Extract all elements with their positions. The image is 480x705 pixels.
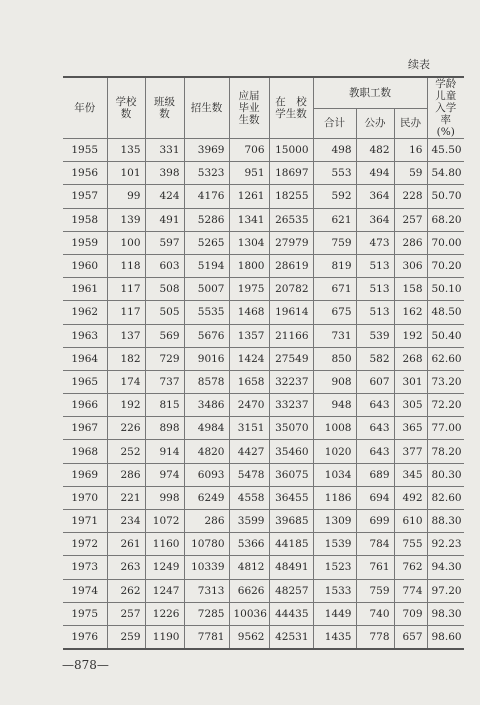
table-cell: 482 (356, 139, 394, 162)
table-cell: 32237 (269, 370, 313, 393)
table-cell: 740 (356, 602, 394, 625)
table-row (63, 556, 464, 579)
table-cell: 20782 (269, 278, 313, 301)
year-cell: 1962 (63, 301, 107, 324)
table-cell: 48.50 (427, 301, 464, 324)
table-cell: 914 (145, 440, 184, 463)
table-cell: 365 (394, 417, 427, 440)
table-cell: 1190 (145, 625, 184, 649)
year-cell: 1963 (63, 324, 107, 347)
table-cell: 1249 (145, 556, 184, 579)
table-cell: 778 (356, 625, 394, 649)
table-cell: 21166 (269, 324, 313, 347)
table-cell: 675 (313, 301, 356, 324)
table-cell: 158 (394, 278, 427, 301)
table-row (63, 510, 464, 533)
table-cell: 35070 (269, 417, 313, 440)
table-cell: 10780 (184, 533, 229, 556)
year-cell: 1960 (63, 254, 107, 277)
table-cell: 234 (107, 510, 145, 533)
table-cell: 70.20 (427, 254, 464, 277)
year-cell: 1974 (63, 579, 107, 602)
table-cell: 1160 (145, 533, 184, 556)
header-enrollment: 招生数 (184, 77, 229, 139)
table-cell: 1309 (313, 510, 356, 533)
table-row (63, 463, 464, 486)
table-cell: 784 (356, 533, 394, 556)
year-cell: 1973 (63, 556, 107, 579)
table-cell: 1357 (229, 324, 269, 347)
table-cell: 513 (356, 278, 394, 301)
year-cell: 1958 (63, 208, 107, 231)
table-cell: 592 (313, 185, 356, 208)
table-cell: 974 (145, 463, 184, 486)
table-cell: 643 (356, 394, 394, 417)
table-cell: 4984 (184, 417, 229, 440)
table-cell: 1034 (313, 463, 356, 486)
table-cell: 505 (145, 301, 184, 324)
table-row (63, 440, 464, 463)
table-cell: 1020 (313, 440, 356, 463)
table-cell: 257 (394, 208, 427, 231)
table-cell: 286 (184, 510, 229, 533)
table-cell: 597 (145, 231, 184, 254)
table-cell: 10036 (229, 602, 269, 625)
year-cell: 1971 (63, 510, 107, 533)
table-cell: 364 (356, 185, 394, 208)
year-cell: 1968 (63, 440, 107, 463)
table-cell: 671 (313, 278, 356, 301)
table-row (63, 231, 464, 254)
table-cell: 1008 (313, 417, 356, 440)
table-cell: 70.00 (427, 231, 464, 254)
table-cell: 731 (313, 324, 356, 347)
table-cell: 4820 (184, 440, 229, 463)
table-cell: 1341 (229, 208, 269, 231)
table-cell: 98.30 (427, 602, 464, 625)
table-cell: 8578 (184, 370, 229, 393)
table-cell: 819 (313, 254, 356, 277)
table-cell: 82.60 (427, 486, 464, 509)
table-row (63, 254, 464, 277)
page-number: —878— (62, 658, 109, 672)
table-cell: 68.20 (427, 208, 464, 231)
table-cell: 92.23 (427, 533, 464, 556)
year-cell: 1957 (63, 185, 107, 208)
table-cell: 7285 (184, 602, 229, 625)
table-cell: 7313 (184, 579, 229, 602)
table-cell: 4558 (229, 486, 269, 509)
table-cell: 582 (356, 347, 394, 370)
table-cell: 850 (313, 347, 356, 370)
year-cell: 1976 (63, 625, 107, 649)
year-cell: 1972 (63, 533, 107, 556)
header-classes: 班级数 (145, 77, 184, 139)
table-cell: 192 (394, 324, 427, 347)
table-cell: 1658 (229, 370, 269, 393)
header-staff-private: 民办 (394, 108, 427, 138)
table-cell: 498 (313, 139, 356, 162)
table-cell: 228 (394, 185, 427, 208)
table-cell: 221 (107, 486, 145, 509)
table-cell: 35460 (269, 440, 313, 463)
year-cell: 1969 (63, 463, 107, 486)
table-cell: 9562 (229, 625, 269, 649)
table-cell: 305 (394, 394, 427, 417)
table-cell: 50.70 (427, 185, 464, 208)
table-cell: 100 (107, 231, 145, 254)
table-cell: 259 (107, 625, 145, 649)
table-cell: 1186 (313, 486, 356, 509)
table-cell: 4812 (229, 556, 269, 579)
table-cell: 6626 (229, 579, 269, 602)
table-cell: 261 (107, 533, 145, 556)
table-cell: 607 (356, 370, 394, 393)
table-cell: 5676 (184, 324, 229, 347)
table-cell: 263 (107, 556, 145, 579)
table-row (63, 347, 464, 370)
table-cell: 50.10 (427, 278, 464, 301)
table-cell: 192 (107, 394, 145, 417)
table-cell: 286 (394, 231, 427, 254)
year-cell: 1970 (63, 486, 107, 509)
table-cell: 569 (145, 324, 184, 347)
table-cell: 1533 (313, 579, 356, 602)
table-cell: 709 (394, 602, 427, 625)
table-cell: 5478 (229, 463, 269, 486)
header-students: 在 校学生数 (269, 77, 313, 139)
table-cell: 137 (107, 324, 145, 347)
table-cell: 398 (145, 162, 184, 185)
table-cell: 117 (107, 301, 145, 324)
table-row (63, 324, 464, 347)
table-cell: 951 (229, 162, 269, 185)
year-cell: 1975 (63, 602, 107, 625)
table-cell: 473 (356, 231, 394, 254)
table-cell: 7781 (184, 625, 229, 649)
table-cell: 4176 (184, 185, 229, 208)
table-cell: 182 (107, 347, 145, 370)
year-cell: 1967 (63, 417, 107, 440)
table-cell: 948 (313, 394, 356, 417)
year-cell: 1966 (63, 394, 107, 417)
table-cell: 377 (394, 440, 427, 463)
year-cell: 1961 (63, 278, 107, 301)
table-cell: 706 (229, 139, 269, 162)
table-cell: 226 (107, 417, 145, 440)
header-enrollment-rate: 学龄儿童入学率(%) (427, 77, 464, 139)
table-cell: 508 (145, 278, 184, 301)
table-cell: 72.20 (427, 394, 464, 417)
table-cell: 3969 (184, 139, 229, 162)
table-cell: 135 (107, 139, 145, 162)
table-cell: 759 (356, 579, 394, 602)
table-cell: 162 (394, 301, 427, 324)
header-staff: 教职工数 (313, 77, 427, 108)
table-cell: 492 (394, 486, 427, 509)
table-cell: 48257 (269, 579, 313, 602)
table-row (63, 208, 464, 231)
table-cell: 1800 (229, 254, 269, 277)
table-row (63, 533, 464, 556)
table-cell: 306 (394, 254, 427, 277)
year-cell: 1959 (63, 231, 107, 254)
table-row (63, 185, 464, 208)
table-cell: 139 (107, 208, 145, 231)
table-cell: 39685 (269, 510, 313, 533)
table-cell: 1539 (313, 533, 356, 556)
table-cell: 44185 (269, 533, 313, 556)
table-cell: 1261 (229, 185, 269, 208)
year-cell: 1965 (63, 370, 107, 393)
table-cell: 1523 (313, 556, 356, 579)
table-cell: 18255 (269, 185, 313, 208)
table-cell: 331 (145, 139, 184, 162)
table-cell: 9016 (184, 347, 229, 370)
table-cell: 694 (356, 486, 394, 509)
table-cell: 16 (394, 139, 427, 162)
table-cell: 33237 (269, 394, 313, 417)
table-cell: 621 (313, 208, 356, 231)
header-staff-public: 公办 (356, 108, 394, 138)
table-cell: 18697 (269, 162, 313, 185)
table-cell: 6249 (184, 486, 229, 509)
table-row (63, 579, 464, 602)
table-cell: 610 (394, 510, 427, 533)
table-cell: 761 (356, 556, 394, 579)
table-cell: 1072 (145, 510, 184, 533)
table-cell: 27979 (269, 231, 313, 254)
table-row (63, 278, 464, 301)
table-cell: 774 (394, 579, 427, 602)
table-cell: 364 (356, 208, 394, 231)
table-cell: 59 (394, 162, 427, 185)
table-cell: 268 (394, 347, 427, 370)
table-cell: 1468 (229, 301, 269, 324)
year-cell: 1955 (63, 139, 107, 162)
table-row (63, 139, 464, 162)
table-row (63, 394, 464, 417)
table-cell: 54.80 (427, 162, 464, 185)
table-cell: 908 (313, 370, 356, 393)
table-cell: 98.60 (427, 625, 464, 649)
year-cell: 1956 (63, 162, 107, 185)
table-row (63, 486, 464, 509)
table-cell: 36455 (269, 486, 313, 509)
table-cell: 27549 (269, 347, 313, 370)
table-cell: 5007 (184, 278, 229, 301)
table-cell: 101 (107, 162, 145, 185)
table-row (63, 602, 464, 625)
table-cell: 3486 (184, 394, 229, 417)
header-staff-total: 合计 (313, 108, 356, 138)
table-cell: 117 (107, 278, 145, 301)
table-cell: 262 (107, 579, 145, 602)
table-cell: 28619 (269, 254, 313, 277)
table-cell: 88.30 (427, 510, 464, 533)
table-cell: 78.20 (427, 440, 464, 463)
table-cell: 48491 (269, 556, 313, 579)
table-cell: 1435 (313, 625, 356, 649)
table-cell: 15000 (269, 139, 313, 162)
table-cell: 301 (394, 370, 427, 393)
table-cell: 1424 (229, 347, 269, 370)
table-cell: 494 (356, 162, 394, 185)
table-cell: 553 (313, 162, 356, 185)
table-cell: 998 (145, 486, 184, 509)
table-cell: 4427 (229, 440, 269, 463)
continued-label: 续表 (408, 58, 430, 71)
table-cell: 657 (394, 625, 427, 649)
table-cell: 5535 (184, 301, 229, 324)
table-cell: 513 (356, 254, 394, 277)
table-row (63, 625, 464, 649)
table-cell: 759 (313, 231, 356, 254)
table-cell: 1449 (313, 602, 356, 625)
table-cell: 762 (394, 556, 427, 579)
table-cell: 97.20 (427, 579, 464, 602)
table-cell: 815 (145, 394, 184, 417)
table-cell: 729 (145, 347, 184, 370)
table-cell: 50.40 (427, 324, 464, 347)
table-cell: 603 (145, 254, 184, 277)
table-cell: 94.30 (427, 556, 464, 579)
table-cell: 6093 (184, 463, 229, 486)
table-cell: 19614 (269, 301, 313, 324)
table-cell: 77.00 (427, 417, 464, 440)
table-cell: 44435 (269, 602, 313, 625)
header-schools: 学校数 (107, 77, 145, 139)
table-cell: 1975 (229, 278, 269, 301)
table-cell: 643 (356, 417, 394, 440)
table-cell: 174 (107, 370, 145, 393)
table-cell: 36075 (269, 463, 313, 486)
table-cell: 1304 (229, 231, 269, 254)
table-cell: 257 (107, 602, 145, 625)
table-cell: 286 (107, 463, 145, 486)
table-cell: 42531 (269, 625, 313, 649)
header-year: 年份 (63, 77, 107, 139)
table-cell: 2470 (229, 394, 269, 417)
table-cell: 26535 (269, 208, 313, 231)
table-cell: 491 (145, 208, 184, 231)
table-cell: 80.30 (427, 463, 464, 486)
table-row (63, 162, 464, 185)
table-cell: 5323 (184, 162, 229, 185)
table-cell: 5366 (229, 533, 269, 556)
table-cell: 252 (107, 440, 145, 463)
table-cell: 3151 (229, 417, 269, 440)
table-cell: 898 (145, 417, 184, 440)
table-cell: 73.20 (427, 370, 464, 393)
header-graduates: 应届毕业生数 (229, 77, 269, 139)
table-cell: 5194 (184, 254, 229, 277)
statistics-table (63, 76, 464, 650)
table-row (63, 301, 464, 324)
table-row (63, 417, 464, 440)
table-cell: 755 (394, 533, 427, 556)
table-cell: 10339 (184, 556, 229, 579)
table-cell: 45.50 (427, 139, 464, 162)
table-cell: 5286 (184, 208, 229, 231)
table-cell: 345 (394, 463, 427, 486)
table-cell: 1247 (145, 579, 184, 602)
table-cell: 118 (107, 254, 145, 277)
table-cell: 1226 (145, 602, 184, 625)
table-cell: 62.60 (427, 347, 464, 370)
table-cell: 643 (356, 440, 394, 463)
table-cell: 539 (356, 324, 394, 347)
table-cell: 3599 (229, 510, 269, 533)
table-cell: 737 (145, 370, 184, 393)
table-cell: 5265 (184, 231, 229, 254)
table-cell: 689 (356, 463, 394, 486)
table-cell: 424 (145, 185, 184, 208)
table-cell: 699 (356, 510, 394, 533)
table-body (63, 139, 464, 650)
table-cell: 513 (356, 301, 394, 324)
table-cell: 99 (107, 185, 145, 208)
table-row (63, 370, 464, 393)
year-cell: 1964 (63, 347, 107, 370)
